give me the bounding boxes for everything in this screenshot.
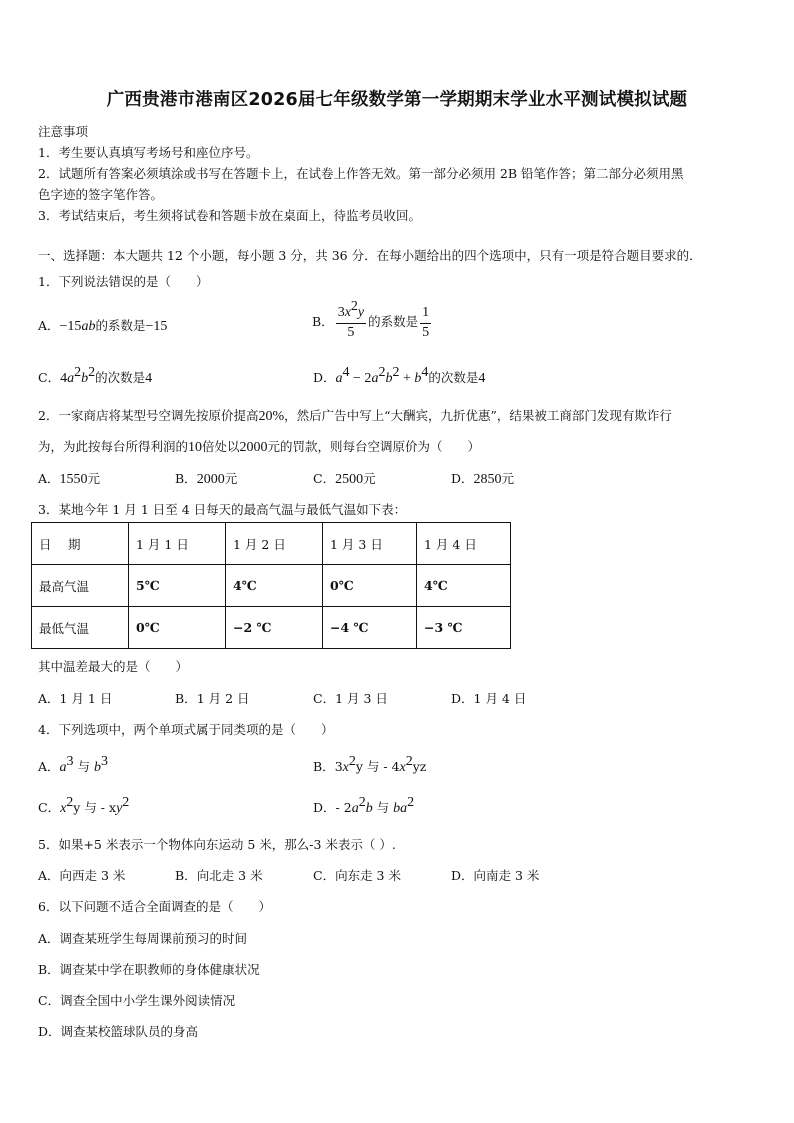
table-cell: 1 月 3 日 xyxy=(323,523,417,565)
q1-option-a: A．−15ab的系数是−15 xyxy=(38,318,168,334)
page-title: 广西贵港市港南区2026届七年级数学第一学期期末学业水平测试模拟试题 xyxy=(106,90,688,110)
q3-stem: 3．某地今年 1 月 1 日至 4 日每天的最高气温与最低气温如下表： xyxy=(38,502,407,517)
notice-item-1: 1．考生要认真填写考场号和座位序号。 xyxy=(38,145,259,160)
notice-item-3: 3．考试结束后，考生须将试卷和答题卡放在桌面上，待监考员收回。 xyxy=(38,208,421,223)
table-cell: 最低气温 xyxy=(32,607,129,649)
q6-stem: 6．以下问题不适合全面调查的是（ ） xyxy=(38,899,271,914)
q3-option-a: A．1 月 1 日 xyxy=(38,691,113,706)
q2-option-d: D．2850元 xyxy=(451,471,515,487)
q1-stem: 1．下列说法错误的是（ ） xyxy=(38,274,209,289)
notice-heading: 注意事项 xyxy=(38,124,89,139)
table-cell: 4℃ xyxy=(226,565,323,607)
q5-option-d: D．向南走 3 米 xyxy=(451,868,540,883)
q2-option-b: B．2000元 xyxy=(175,471,238,487)
q4-stem: 4．下列选项中，两个单项式属于同类项的是（ ） xyxy=(38,722,334,737)
table-cell: 4℃ xyxy=(417,565,511,607)
notice-item-2-cont: 色字迹的签字笔作答。 xyxy=(38,187,164,202)
q5-option-b: B．向北走 3 米 xyxy=(175,868,263,883)
q3-option-b: B．1 月 2 日 xyxy=(175,691,250,706)
temperature-table xyxy=(31,522,511,649)
table-row xyxy=(32,565,511,607)
q4-option-c: C．$x^2y$ 与 - $xy^2$ xyxy=(38,795,130,816)
q2-option-c: C．2500元 xyxy=(313,471,376,487)
q6-option-c: C．调查全国中小学生课外阅读情况 xyxy=(38,993,236,1008)
q3-option-d: D．1 月 4 日 xyxy=(451,691,527,706)
q6-option-a: A．调查某班学生每周课前预习的时间 xyxy=(38,931,248,946)
q1-option-c: C．$4a^2b^2$的次数是4 xyxy=(38,365,153,386)
q2-option-a: A．1550元 xyxy=(38,471,101,487)
notice-item-2: 2．试题所有答案必须填涂或书写在答题卡上，在试卷上作答无效。第一部分必须用 2B 铅笔作答；第二部分必须用黑 xyxy=(38,166,684,181)
section-heading: 一、选择题：本大题共 12 个小题，每小题 3 分，共 36 分．在每小题给出的四个选项中，只有一项是符合题目要求的． xyxy=(38,248,702,263)
table-cell: 日 期 xyxy=(32,523,129,565)
table-cell: −3 ℃ xyxy=(417,607,511,649)
q1-b-fraction: $\frac{3x^2y}{5}$ xyxy=(337,299,365,340)
q5-option-c: C．向东走 3 米 xyxy=(313,868,401,883)
q6-option-d: D．调查某校篮球队员的身高 xyxy=(38,1024,199,1039)
q6-option-b: B．调查某中学在职教师的身体健康状况 xyxy=(38,962,260,977)
q4-option-d: D．- $2a^2b$ 与 $ba^2$ xyxy=(313,795,415,816)
table-cell: 1 月 1 日 xyxy=(129,523,226,565)
table-cell: 最高气温 xyxy=(32,565,129,607)
table-row xyxy=(32,523,511,565)
q5-stem: 5．如果+5 米表示一个物体向东运动 5 米，那么-3 米表示（ ）. xyxy=(38,837,396,852)
q1-b-value-fraction: $\frac{1}{5}$ xyxy=(422,304,430,340)
table-cell: 0℃ xyxy=(323,565,417,607)
q2-stem-line1: 2．一家商店将某型号空调先按原价提高20%，然后广告中写上“大酬宾，九折优惠”，结果被工商部门发现有欺诈行 xyxy=(38,408,672,424)
q3-option-c: C．1 月 3 日 xyxy=(313,691,388,706)
table-cell: 5℃ xyxy=(129,565,226,607)
q1-option-b: B． $\frac{3x^2y}{5}$ 的系数是 $\frac{1}{5}$ xyxy=(312,299,430,340)
table-cell: −4 ℃ xyxy=(323,607,417,649)
q1-option-d: D．$a^4 - 2a^2b^2 + b^4$的次数是4 xyxy=(313,365,486,386)
table-cell: −2 ℃ xyxy=(226,607,323,649)
q5-option-a: A．向西走 3 米 xyxy=(38,868,126,883)
q3-question: 其中温差最大的是（ ） xyxy=(38,659,189,674)
table-cell: 1 月 4 日 xyxy=(417,523,511,565)
table-cell: 1 月 2 日 xyxy=(226,523,323,565)
q4-option-b: B．$3x^2y$ 与 - $4x^2yz$ xyxy=(313,754,427,775)
table-cell: 0℃ xyxy=(129,607,226,649)
q4-option-a: A．$a^3$ 与 $b^3$ xyxy=(38,754,108,775)
table-row xyxy=(32,607,511,649)
q2-stem-line2: 为，为此按每台所得利润的10倍处以2000元的罚款，则每台空调原价为（ ） xyxy=(38,439,481,455)
